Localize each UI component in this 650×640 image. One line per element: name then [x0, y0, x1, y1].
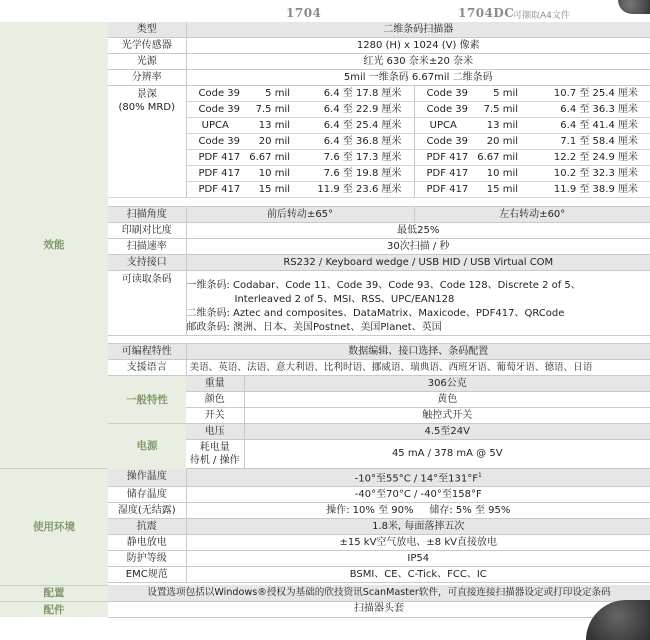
label-type: 类型 — [108, 22, 186, 38]
depth-b-symbology: Code 39 — [414, 134, 472, 150]
op-temp-footnote: 1 — [478, 472, 482, 479]
depth-b-range: 12.2 至 24.9 厘米 — [522, 150, 650, 166]
codes-2d-line: 二维条码: Aztec and composites、DataMatrix、Maxicode、PDF417、QRCode — [187, 307, 650, 321]
label-op-temp: 操作温度 — [108, 469, 186, 487]
depth-b-mil: 13 mil — [472, 118, 522, 134]
value-type: 二维条码扫描器 — [186, 22, 650, 38]
model-1704dc-heading: 1704DC — [458, 6, 514, 20]
depth-a-range: 7.6 至 19.8 厘米 — [294, 166, 414, 182]
label-readable-codes: 可读取条码 — [108, 271, 186, 336]
value-language: 美语、英语、法语、意大利语、比利时语、挪威语、瑞典语、西班牙语、葡萄牙语、德语、日语 — [186, 360, 650, 376]
category-environment: 使用环境 — [0, 469, 108, 586]
depth-b-range: 6.4 至 41.4 厘米 — [522, 118, 650, 134]
value-programmable: 数据编辑、接口选择、条码配置 — [186, 344, 650, 360]
consumption-label-sub: 待机 / 操作 — [186, 454, 244, 467]
depth-a-mil: 6.67 mil — [244, 150, 294, 166]
value-config: 设置选项包括以Windows®授权为基础的欣技资讯ScanMaster软件，可直接连接扫描器设定或打印设定条码 — [108, 585, 650, 601]
depth-a-range: 7.6 至 17.3 厘米 — [294, 150, 414, 166]
codes-postal-line: 邮政条码: 澳洲、日本、美国Postnet、美国Planet、英国 — [187, 321, 650, 335]
label-interface: 支持接口 — [108, 255, 186, 271]
row-op-temp — [0, 469, 650, 487]
depth-a-range: 6.4 至 36.8 厘米 — [294, 134, 414, 150]
value-sensor: 1280 (H) x 1024 (V) 像素 — [186, 38, 650, 54]
row-config — [0, 585, 650, 601]
label-angle: 扫描角度 — [108, 207, 186, 223]
value-angle-1704: 前后转动±65° — [186, 207, 414, 223]
depth-a-mil: 13 mil — [244, 118, 294, 134]
depth-b-mil: 20 mil — [472, 134, 522, 150]
depth-b-symbology: Code 39 — [414, 86, 472, 102]
value-angle-1704dc: 左右转动±60° — [414, 207, 650, 223]
label-ip: 防护等级 — [108, 551, 186, 567]
category-config: 配置 — [0, 585, 108, 601]
depth-b-range: 10.2 至 32.3 厘米 — [522, 166, 650, 182]
value-voltage: 4.5至24V — [244, 424, 650, 440]
scanner-photo-corner — [618, 0, 650, 14]
value-interface: RS232 / Keyboard wedge / USB HID / USB Virtual COM — [186, 255, 650, 271]
value-contrast: 最低25% — [186, 223, 650, 239]
depth-a-range: 6.4 至 17.8 厘米 — [294, 86, 414, 102]
depth-a-mil: 10 mil — [244, 166, 294, 182]
op-temp-text: -10°至55°C / 14°至131°F — [355, 473, 478, 484]
value-shock: 1.8米, 每面落摔五次 — [186, 519, 650, 535]
label-sensor: 光学传感器 — [108, 38, 186, 54]
label-switch: 开关 — [186, 408, 244, 424]
label-humidity: 湿度(无结露) — [108, 503, 186, 519]
depth-b-mil: 15 mil — [472, 182, 522, 198]
label-voltage: 电压 — [186, 424, 244, 440]
depth-a-mil: 7.5 mil — [244, 102, 294, 118]
consumption-label-main: 耗电量 — [186, 441, 244, 454]
depth-b-symbology: Code 39 — [414, 102, 472, 118]
category-power: 电源 — [108, 424, 186, 469]
value-op-temp — [186, 469, 650, 487]
label-emc: EMC规范 — [108, 567, 186, 583]
depth-b-mil: 5 mil — [472, 86, 522, 102]
label-resolution: 分辨率 — [108, 70, 186, 86]
depth-a-range: 11.9 至 23.6 厘米 — [294, 182, 414, 198]
codes-1d-line-1: 一维条码: Codabar、Code 11、Code 39、Code 93、Code 128、Discrete 2 of 5、 — [187, 279, 650, 293]
spec-table — [0, 22, 650, 618]
category-performance: 效能 — [0, 22, 108, 469]
value-switch: 触控式开关 — [244, 408, 650, 424]
category-accessories: 配件 — [0, 601, 108, 617]
depth-a-symbology: Code 39 — [186, 86, 244, 102]
value-ip: IP54 — [186, 551, 650, 567]
header — [0, 0, 650, 24]
depth-b-symbology: PDF 417 — [414, 150, 472, 166]
depth-label-sub: (80% MRD) — [108, 101, 186, 114]
category-general: 一般特性 — [108, 376, 186, 424]
label-consumption — [186, 440, 244, 469]
depth-b-mil: 7.5 mil — [472, 102, 522, 118]
codes-1d-line-2: Interleaved 2 of 5、MSI、RSS、UPC/EAN128 — [187, 293, 650, 307]
depth-a-mil: 15 mil — [244, 182, 294, 198]
value-light: 红光 630 奈米±20 奈米 — [186, 54, 650, 70]
depth-a-symbology: Code 39 — [186, 134, 244, 150]
value-readable-codes — [186, 271, 650, 336]
label-weight: 重量 — [186, 376, 244, 392]
depth-b-range: 6.4 至 36.3 厘米 — [522, 102, 650, 118]
depth-b-range: 11.9 至 38.9 厘米 — [522, 182, 650, 198]
value-emc: BSMI、CE、C-Tick、FCC、IC — [186, 567, 650, 583]
value-humidity: 操作: 10% 至 90% 储存: 5% 至 95% — [186, 503, 650, 519]
depth-a-mil: 20 mil — [244, 134, 294, 150]
label-contrast: 印刷对比度 — [108, 223, 186, 239]
label-esd: 静电放电 — [108, 535, 186, 551]
label-depth — [108, 86, 186, 198]
depth-a-symbology: PDF 417 — [186, 150, 244, 166]
depth-b-mil: 6.67 mil — [472, 150, 522, 166]
label-color: 颜色 — [186, 392, 244, 408]
model-1704dc-note: 可撷取A4文件 — [513, 8, 570, 21]
depth-a-symbology: UPCA — [186, 118, 244, 134]
value-resolution: 5mil 一维条码 6.67mil 二维条码 — [186, 70, 650, 86]
depth-b-range: 10.7 至 25.4 厘米 — [522, 86, 650, 102]
depth-b-symbology: UPCA — [414, 118, 472, 134]
value-consumption: 45 mA / 378 mA @ 5V — [244, 440, 650, 469]
value-store-temp: -40°至70°C / -40°至158°F — [186, 487, 650, 503]
depth-a-symbology: PDF 417 — [186, 182, 244, 198]
label-language: 支援语言 — [108, 360, 186, 376]
depth-b-mil: 10 mil — [472, 166, 522, 182]
depth-b-symbology: PDF 417 — [414, 166, 472, 182]
row-type — [0, 22, 650, 38]
depth-b-range: 7.1 至 58.4 厘米 — [522, 134, 650, 150]
depth-a-range: 6.4 至 22.9 厘米 — [294, 102, 414, 118]
depth-b-symbology: PDF 417 — [414, 182, 472, 198]
depth-a-symbology: Code 39 — [186, 102, 244, 118]
depth-a-range: 6.4 至 25.4 厘米 — [294, 118, 414, 134]
value-esd: ±15 kV空气放电、±8 kV直接放电 — [186, 535, 650, 551]
model-1704-heading: 1704 — [286, 6, 321, 20]
row-accessories — [0, 601, 650, 617]
label-programmable: 可编程特性 — [108, 344, 186, 360]
depth-a-symbology: PDF 417 — [186, 166, 244, 182]
value-weight: 306公克 — [244, 376, 650, 392]
label-light: 光源 — [108, 54, 186, 70]
value-color: 黄色 — [244, 392, 650, 408]
depth-label-main: 景深 — [108, 88, 186, 101]
depth-a-mil: 5 mil — [244, 86, 294, 102]
label-speed: 扫描速率 — [108, 239, 186, 255]
value-accessories: 扫描器头套 — [108, 601, 650, 617]
label-shock: 抗震 — [108, 519, 186, 535]
value-speed: 30次扫描 / 秒 — [186, 239, 650, 255]
label-store-temp: 储存温度 — [108, 487, 186, 503]
